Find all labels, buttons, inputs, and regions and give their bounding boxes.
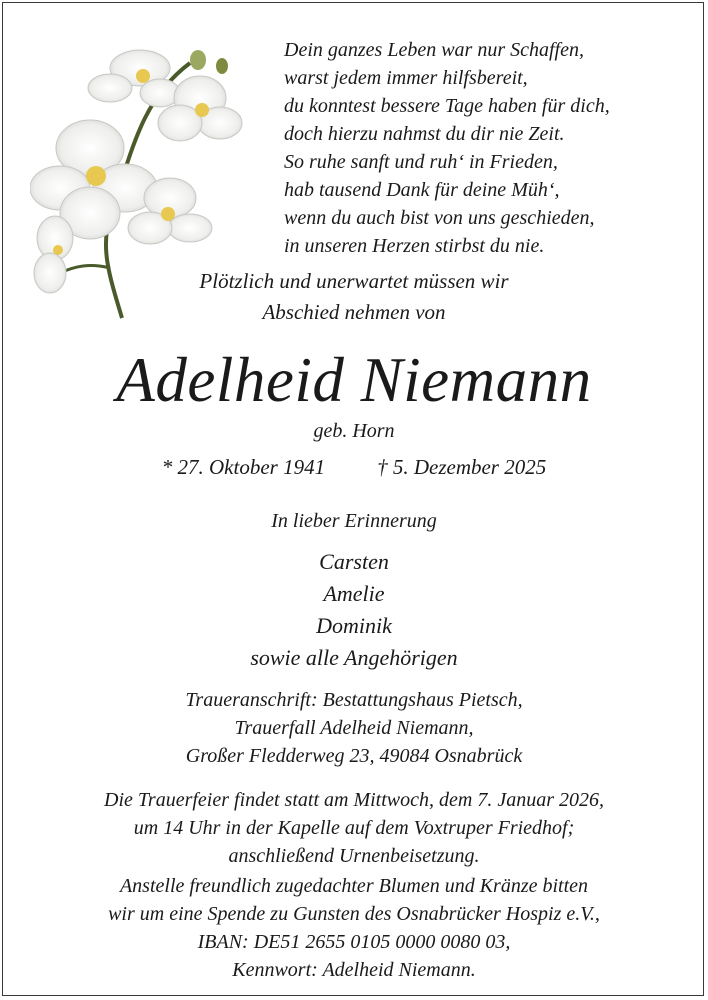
mourners-list	[0, 546, 708, 674]
poem-line: in unseren Herzen stirbst du nie.	[284, 235, 545, 257]
intro-line: Plötzlich und unerwartet müssen wir	[199, 269, 509, 293]
poem-line: So ruhe sanft und ruh‘ in Frieden,	[284, 151, 558, 173]
intro-line: Abschied nehmen von	[262, 300, 446, 324]
mourner-name: Dominik	[316, 613, 392, 638]
donation-line: Kennwort: Adelheid Niemann.	[232, 959, 476, 981]
service-info	[0, 786, 708, 870]
memory-line: In lieber Erinnerung	[271, 510, 437, 532]
poem-line: Dein ganzes Leben war nur Schaffen,	[284, 39, 584, 61]
poem-line: hab tausend Dank für deine Müh‘,	[284, 179, 560, 201]
death-date: † 5. Dezember 2025	[377, 455, 547, 479]
deceased-name: Adelheid Niemann	[116, 345, 592, 415]
address-line: Traueranschrift: Bestattungshaus Pietsch,	[185, 689, 523, 711]
life-dates	[0, 452, 708, 482]
mourner-name: Amelie	[323, 581, 385, 606]
mourning-address	[0, 686, 708, 770]
mourner-name: Carsten	[319, 549, 389, 574]
intro-text	[0, 266, 708, 328]
birth-date: * 27. Oktober 1941	[161, 455, 326, 479]
service-line: anschließend Urnenbeisetzung.	[228, 845, 480, 867]
donation-line: IBAN: DE51 2655 0105 0000 0080 03,	[197, 931, 511, 953]
poem-line: wenn du auch bist von uns geschieden,	[284, 207, 595, 229]
poem	[284, 36, 684, 260]
poem-line: warst jedem immer hilfsbereit,	[284, 67, 528, 89]
maiden-name: geb. Horn	[313, 420, 395, 442]
donation-line: wir um eine Spende zu Gunsten des Osnabrücker Hospiz e.V.,	[108, 903, 600, 925]
poem-line: du konntest bessere Tage haben für dich,	[284, 95, 610, 117]
service-line: um 14 Uhr in der Kapelle auf dem Voxtruper Friedhof;	[133, 817, 575, 839]
donation-line: Anstelle freundlich zugedachter Blumen und Kränze bitten	[119, 875, 589, 897]
poem-line: doch hierzu nahmst du dir nie Zeit.	[284, 123, 565, 145]
service-line: Die Trauerfeier findet statt am Mittwoch, dem 7. Januar 2026,	[104, 789, 604, 811]
mourner-name: sowie alle Angehörigen	[250, 645, 458, 670]
address-line: Großer Fledderweg 23, 49084 Osnabrück	[185, 745, 523, 767]
address-line: Trauerfall Adelheid Niemann,	[234, 717, 474, 739]
donation-info	[0, 872, 708, 984]
